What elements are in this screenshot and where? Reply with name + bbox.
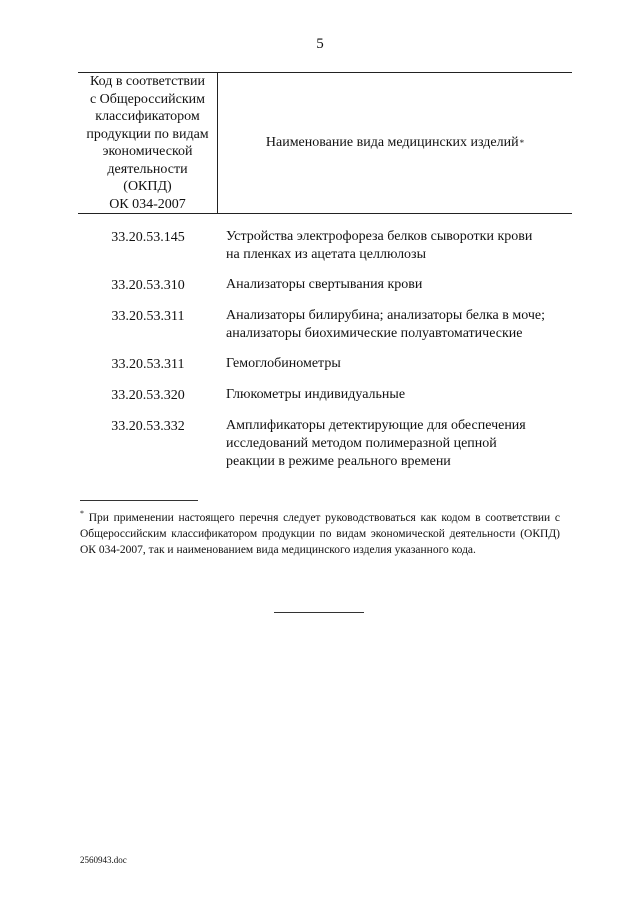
row-code: 33.20.53.311 (111, 309, 185, 324)
row-name-line: Амплификаторы детектирующие для обеспечения (226, 418, 526, 433)
row-name-line: Анализаторы свертывания крови (226, 277, 423, 292)
row-code: 33.20.53.310 (111, 278, 185, 293)
table-row (78, 228, 572, 264)
header-name-cell (218, 73, 572, 213)
table-row (78, 355, 572, 374)
header-code-cell (78, 73, 218, 213)
row-name-line: Гемоглобинометры (226, 356, 341, 371)
table-row (78, 386, 572, 405)
footnote-mark: * (80, 509, 84, 518)
header-code-line: классификатором (95, 109, 200, 124)
header-code-line: ОК 034-2007 (109, 196, 186, 212)
header-code-line: экономической (102, 144, 193, 159)
header-footnote-mark: * (519, 138, 525, 148)
footnote (80, 506, 560, 558)
table-row (78, 417, 572, 471)
header-code-text (86, 73, 208, 213)
end-of-document-rule (274, 612, 364, 613)
row-name-line: Глюкометры индивидуальные (226, 387, 406, 402)
row-code: 33.20.53.320 (111, 388, 185, 403)
row-name (218, 276, 566, 295)
row-name-line: исследований методом полимеразной цепной (226, 436, 497, 451)
row-code: 33.20.53.311 (111, 357, 185, 372)
row-name (218, 417, 566, 471)
header-code-line: Код в соответствии (89, 74, 206, 89)
header-name-text: Наименование вида медицинских изделий (265, 135, 519, 150)
row-name-line: анализаторы биохимические полуавтоматические (226, 326, 523, 341)
table-row (78, 276, 572, 295)
table-body (78, 228, 572, 483)
row-code: 33.20.53.145 (111, 230, 185, 245)
row-name-line: реакции в режиме реального времени (226, 454, 451, 469)
document-filename: 2560943.doc (80, 855, 127, 865)
row-name (218, 307, 566, 343)
footnote-text: При применении настоящего перечня следует руководствоваться как кодом в соответствии с Общероссийским классификатором продукции по видам экономической деятельности (ОКПД) ОК 034-2007, так и наименованием вида медицинского изделия указанного кода. (80, 511, 560, 556)
row-name-line: Анализаторы билирубина; анализаторы белка в моче; (226, 308, 546, 323)
header-code-line: продукции по видам (86, 126, 209, 142)
row-name-line: Устройства электрофореза белков сыворотки крови (226, 229, 533, 244)
row-name (218, 228, 566, 264)
table-header (78, 72, 572, 214)
header-code-line: с Общероссийским (89, 91, 206, 107)
row-name (218, 355, 566, 374)
row-name-line: на пленках из ацетата целлюлозы (226, 247, 426, 262)
header-code-line: (ОКПД) (123, 179, 172, 194)
table-row (78, 307, 572, 343)
page-number: 5 (316, 36, 324, 52)
row-name (218, 386, 566, 405)
header-code-line: деятельности (107, 161, 188, 177)
row-code: 33.20.53.332 (111, 419, 185, 434)
footnote-divider (80, 500, 198, 501)
